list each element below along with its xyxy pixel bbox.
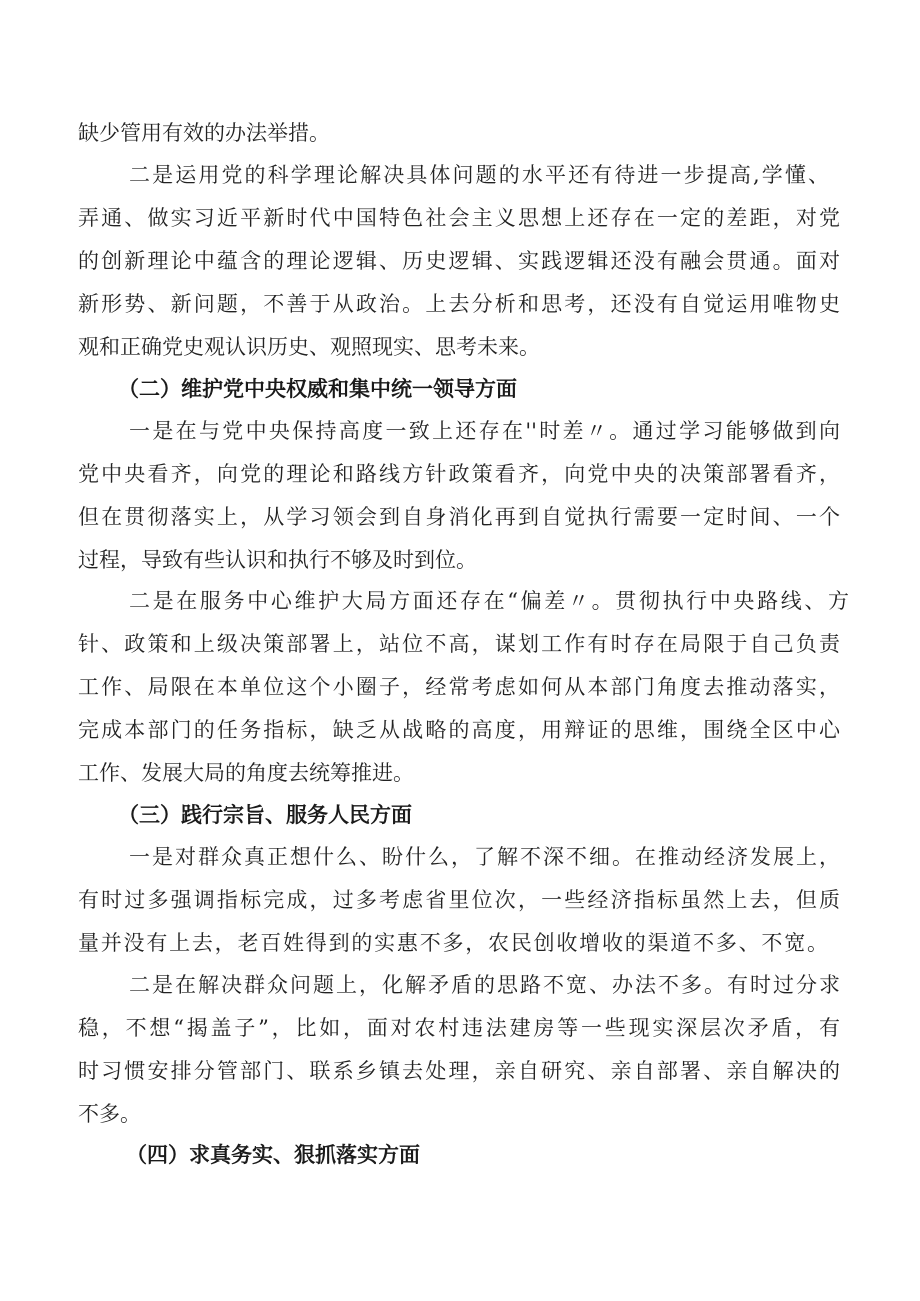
paragraph-line: 的创新理论中蕴含的理论逻辑、历史逻辑、实践逻辑还没有融会贯通。面对 xyxy=(78,249,840,273)
section-heading: （二）维护党中央权威和集中统一领导方面 xyxy=(118,377,517,401)
paragraph-line: 二是运用党的科学理论解决具体问题的水平还有待进一步提高,学懂、 xyxy=(129,163,829,187)
paragraph-line: 稳，不想“揭盖子”，比如，面对农村违法建房等一些现实深层次矛盾，有 xyxy=(78,1016,840,1040)
paragraph-line: 有时过多强调指标完成，过多考虑省里位次，一些经济指标虽然上去，但质 xyxy=(78,888,840,912)
paragraph-line: 一是在与党中央保持高度一致上还存在''时差〃。通过学习能够做到向 xyxy=(129,419,840,443)
paragraph-line: 量并没有上去，老百姓得到的实惠不多，农民创收增收的渠道不多、不宽。 xyxy=(78,931,828,955)
paragraph-line: 一是对群众真正想什么、盼什么，了解不深不细。在推动经济发展上， xyxy=(129,845,840,869)
paragraph-line: 工作、发展大局的角度去统筹推进。 xyxy=(78,761,414,785)
paragraph-line: 时习惯安排分管部门、联系乡镇去处理，亲自研究、亲自部署、亲自解决的 xyxy=(78,1059,840,1083)
paragraph-line: 工作、局限在本单位这个小圈子，经常考虑如何从本部门角度去推动落实， xyxy=(78,675,840,699)
paragraph-line: 弄通、做实习近平新时代中国特色社会主义思想上还存在一定的差距，对党 xyxy=(78,206,840,230)
paragraph-line: 针、政策和上级决策部署上，站位不高，谋划工作有时存在局限于自己负责 xyxy=(78,632,840,656)
section-heading: （四）求真务实、狠抓落实方面 xyxy=(126,1143,420,1167)
paragraph-line: 完成本部门的任务指标，缺乏从战略的高度，用辩证的思维，围绕全区中心 xyxy=(78,718,840,742)
paragraph-line: 缺少管用有效的办法举措。 xyxy=(78,121,330,145)
paragraph-line: 二是在服务中心维护大局方面还存在“偏差〃。贯彻执行中央路线、方 xyxy=(129,589,849,613)
paragraph-line: 但在贯彻落实上，从学习领会到自身消化再到自觉执行需要一定时间、一个 xyxy=(78,505,840,529)
paragraph-line: 过程，导致有些认识和执行不够及时到位。 xyxy=(78,548,477,572)
paragraph-line: 党中央看齐，向党的理论和路线方针政策看齐，向党中央的决策部署看齐， xyxy=(78,462,840,486)
section-heading: （三）践行宗旨、服务人民方面 xyxy=(118,803,412,827)
paragraph-line: 观和正确党史观认识历史、观照现实、思考未来。 xyxy=(78,335,540,359)
paragraph-line: 不多。 xyxy=(78,1102,141,1126)
paragraph-line: 新形势、新问题，不善于从政治。上去分析和思考，还没有自觉运用唯物史 xyxy=(78,292,840,316)
paragraph-line: 二是在解决群众问题上，化解矛盾的思路不宽、办法不多。有时过分求 xyxy=(129,973,840,997)
